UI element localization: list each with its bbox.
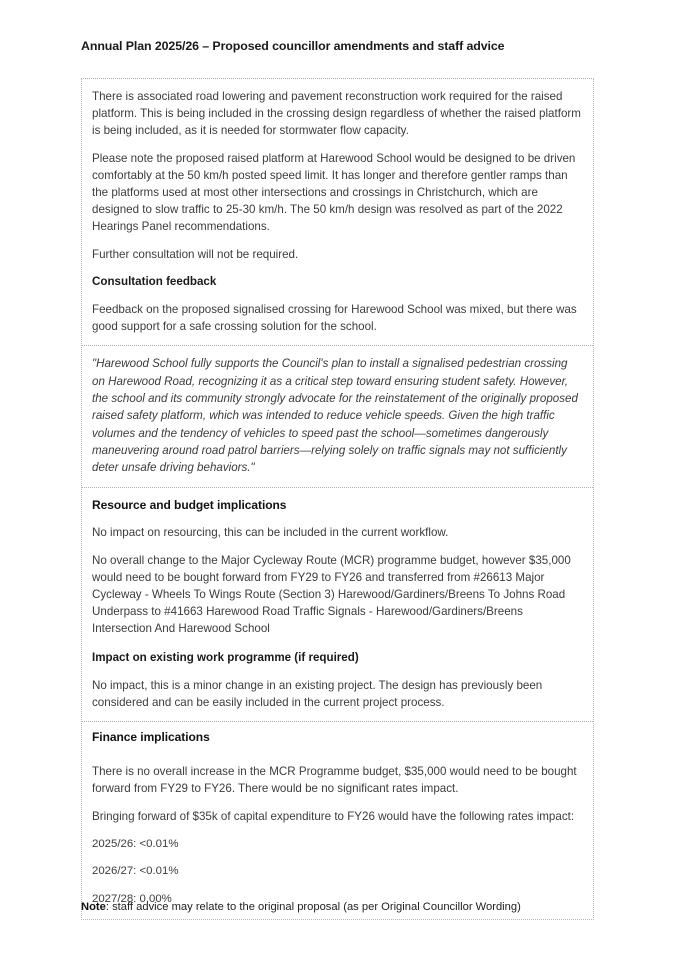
resource-paragraph-budget-transfer: No overall change to the Major Cycleway Route (MCR) programme budget, however $35,000 would need to be bought forward from FY29 to FY26 and transferred from #26613 Major Cycleway - Wheels To Wings Route (Section 3) Harewood/Gardiners/Breens To Johns Road Underpass to #41663 Harewood Road Traffic Signals - Harewood/Gardiners/Breens Intersection And Harewood School <box>92 554 571 636</box>
finance-paragraph-rates-impact-intro: Bringing forward of $35k of capital expenditure to FY26 would have the following rates impact: <box>92 809 575 823</box>
footer-note-text: : staff advice may relate to the original proposal (as per Original Councillor Wording) <box>105 901 521 913</box>
work-programme-impact-heading: Impact on existing work programme (if required) <box>92 651 359 665</box>
resource-paragraph-no-impact: No impact on resourcing, this can be included in the current workflow. <box>92 526 449 540</box>
footer-note-label: Note <box>81 901 106 913</box>
submitter-quote-text: "Harewood School fully supports the Council's plan to install a signalised pedestrian crossing on Harewood Road, recognizing it as a critical step toward ensuring student safety. However, the school and its community strongly advocate for the reinstatement of the originally proposed raised safety platform, which was intended to reduce vehicle speeds. Given the high traffic volumes and the tendency of vehicles to speed past the school—sometimes dangerously maneuvering around road patrol barriers—relying solely on traffic signals may not sufficiently deter unsafe driving behaviors." <box>92 357 578 475</box>
resource-budget-heading: Resource and budget implications <box>92 497 287 512</box>
page-title: Annual Plan 2025/26 – Proposed councillor amendments and staff advice <box>81 39 505 53</box>
table-row-submitter-quote <box>82 345 593 487</box>
advice-paragraph-feedback: Feedback on the proposed signalised crossing for Harewood School was mixed, but there was good support for a safe crossing solution for the school. <box>92 303 577 334</box>
table-row-resource-and-budget <box>82 487 593 721</box>
finance-implications-heading: Finance implications <box>92 730 210 745</box>
table-row-finance-heading <box>82 721 593 750</box>
finance-paragraph-no-increase: There is no overall increase in the MCR Programme budget, $35,000 would need to be bought forward from FY29 to FY26. There would be no significant rates impact. <box>92 764 577 795</box>
rates-impact-2027-28: 2027/28: 0.00% <box>92 892 172 905</box>
advice-paragraph-road-lowering: There is associated road lowering and pavement reconstruction work required for the raised platform. This is being included in the crossing design regardless of whether the raised platform is being included, as it is needed for stormwater flow capacity. <box>92 90 581 138</box>
rates-impact-2025-26: 2025/26: <0.01% <box>92 837 179 850</box>
table-row-finance-detail <box>82 751 593 920</box>
table-row-staff-advice <box>82 79 593 345</box>
advice-paragraph-raised-platform: Please note the proposed raised platform at Harewood School would be designed to be driven comfortably at the 50 km/h posted speed limit. It has longer and therefore gentler ramps than the platforms used at most other intersections and crossings in Christchurch, which are designed to slow traffic to 25-30 km/h. The 50 km/h design was resolved as part of the 2022 Hearings Panel recommendations. <box>92 152 576 234</box>
advice-paragraph-further-consultation: Further consultation will not be required. <box>92 248 299 262</box>
rates-impact-2026-27: 2026/27: <0.01% <box>92 865 179 878</box>
consultation-feedback-heading: Consultation feedback <box>92 275 217 289</box>
staff-advice-table <box>81 78 594 920</box>
resource-paragraph-minor-change: No impact, this is a minor change in an existing project. The design has previously been considered and can be easily included in the current project process. <box>92 679 543 710</box>
footer-note <box>81 900 601 916</box>
